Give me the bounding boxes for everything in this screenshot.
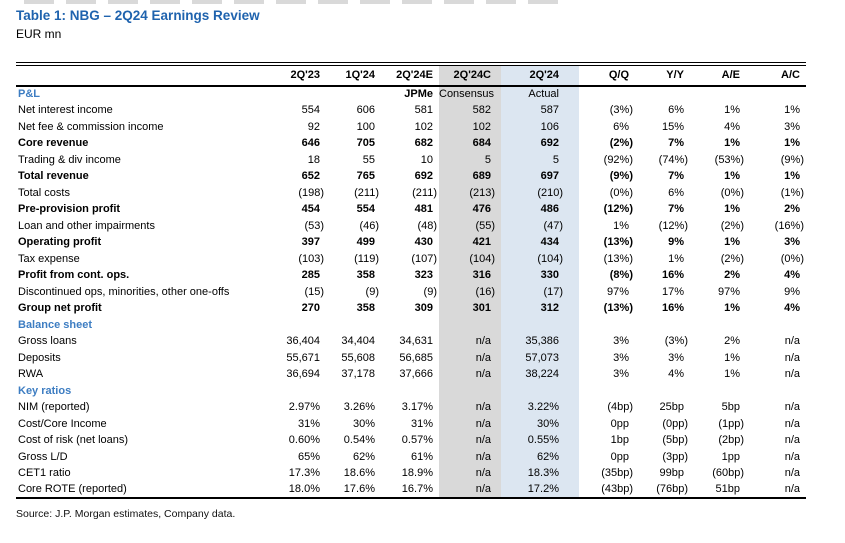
value-cell — [501, 383, 579, 400]
value-cell: (43bp) — [601, 483, 633, 496]
column-header-2q24c: 2Q'24C — [439, 66, 501, 86]
value-cell: n/a — [439, 465, 501, 482]
table-row — [16, 399, 806, 416]
table-row — [16, 449, 806, 466]
row-label: Net fee & commission income — [18, 120, 164, 133]
value-cell: n/a — [439, 482, 501, 499]
value-cell: 10 — [420, 153, 433, 166]
value-cell: (13%) — [603, 236, 633, 249]
value-cell: 499 — [356, 236, 375, 249]
value-cell: 652 — [301, 170, 320, 183]
value-cell — [381, 383, 439, 400]
value-cell: 684 — [439, 135, 501, 152]
value-cell: 9% — [668, 236, 684, 249]
value-cell: 1% — [724, 368, 740, 381]
table-row — [16, 482, 806, 499]
value-cell: 35,386 — [501, 333, 579, 350]
value-cell: (107) — [411, 252, 437, 265]
value-cell: (0pp) — [662, 417, 688, 430]
value-cell: Consensus — [439, 86, 501, 103]
value-cell: 3% — [784, 236, 800, 249]
value-cell: 99bp — [659, 467, 684, 480]
value-cell: (3pp) — [662, 450, 688, 463]
value-cell: (3%) — [609, 104, 633, 117]
value-cell: (9) — [365, 285, 379, 298]
value-cell: (9%) — [609, 170, 633, 183]
value-cell: 36,404 — [286, 335, 320, 348]
row-label: Deposits — [18, 351, 61, 364]
value-cell: 31% — [410, 417, 433, 430]
value-cell: 454 — [301, 203, 320, 216]
value-cell: n/a — [439, 432, 501, 449]
column-header-qoq: Q/Q — [579, 66, 635, 86]
value-cell: 1% — [724, 236, 740, 249]
value-cell: (2%) — [720, 219, 744, 232]
value-cell: 18.0% — [288, 483, 320, 496]
value-cell: 30% — [501, 416, 579, 433]
value-cell: 358 — [356, 269, 375, 282]
value-cell: (8%) — [609, 269, 633, 282]
value-cell: 97% — [606, 285, 629, 298]
value-cell: 430 — [414, 236, 433, 249]
value-cell: n/a — [439, 399, 501, 416]
column-header-label — [16, 66, 278, 86]
value-cell: 587 — [501, 102, 579, 119]
value-cell: (12%) — [658, 219, 688, 232]
value-cell: (16) — [439, 284, 501, 301]
value-cell: 55 — [362, 153, 375, 166]
value-cell — [579, 317, 635, 334]
table-row — [16, 168, 806, 185]
row-label: Gross L/D — [18, 450, 68, 463]
table-title: Table 1: NBG – 2Q24 Earnings Review — [16, 8, 260, 23]
value-cell: 36,694 — [286, 368, 320, 381]
table-row — [16, 416, 806, 433]
value-cell: (2%) — [609, 137, 633, 150]
value-cell: 4% — [784, 302, 800, 315]
table-row — [16, 201, 806, 218]
value-cell: (35bp) — [601, 467, 633, 480]
value-cell: (9%) — [780, 153, 804, 166]
value-cell: (53) — [304, 219, 324, 232]
value-cell: 3% — [668, 351, 684, 364]
value-cell — [278, 383, 326, 400]
currency-unit-label: EUR mn — [16, 27, 62, 41]
value-cell: (13%) — [603, 302, 633, 315]
value-cell: (5bp) — [662, 434, 688, 447]
value-cell: 3.26% — [343, 401, 375, 414]
row-label: Trading & div income — [18, 153, 121, 166]
value-cell: 692 — [414, 170, 433, 183]
value-cell: 17% — [661, 285, 684, 298]
value-cell: 358 — [356, 302, 375, 315]
value-cell: 1% — [724, 351, 740, 364]
table-row — [16, 135, 806, 152]
value-cell — [690, 86, 746, 103]
value-cell: 301 — [439, 300, 501, 317]
value-cell: 7% — [668, 170, 684, 183]
section-row — [16, 317, 806, 334]
value-cell — [278, 86, 326, 103]
value-cell: 17.3% — [288, 467, 320, 480]
earnings-table-wrapper — [16, 62, 806, 499]
value-cell: n/a — [784, 417, 800, 430]
value-cell — [635, 317, 690, 334]
value-cell: n/a — [784, 335, 800, 348]
value-cell: 2% — [724, 269, 740, 282]
value-cell — [326, 383, 381, 400]
value-cell: (2bp) — [718, 434, 744, 447]
value-cell: (104) — [501, 251, 579, 268]
value-cell — [746, 86, 806, 103]
value-cell: 4% — [668, 368, 684, 381]
value-cell: 106 — [501, 119, 579, 136]
table-row — [16, 267, 806, 284]
value-cell: 689 — [439, 168, 501, 185]
value-cell: (9) — [423, 285, 437, 298]
value-cell: 37,178 — [341, 368, 375, 381]
section-label: P&L — [18, 88, 40, 101]
value-cell: 581 — [414, 104, 433, 117]
value-cell: (211) — [354, 186, 379, 199]
value-cell: 4% — [724, 120, 740, 133]
value-cell — [278, 317, 326, 334]
value-cell: 1bp — [610, 434, 629, 447]
value-cell: 100 — [356, 120, 375, 133]
row-label: Pre-provision profit — [18, 203, 121, 216]
section-row — [16, 86, 806, 103]
value-cell: 57,073 — [501, 350, 579, 367]
value-cell — [635, 383, 690, 400]
row-label: Group net profit — [18, 302, 102, 315]
table-row — [16, 218, 806, 235]
table-row — [16, 350, 806, 367]
value-cell: (2%) — [720, 252, 744, 265]
value-cell: 705 — [356, 137, 375, 150]
value-cell: 606 — [356, 104, 375, 117]
value-cell: 1% — [724, 203, 740, 216]
value-cell: 1% — [724, 137, 740, 150]
header-row — [16, 66, 806, 86]
table-row — [16, 152, 806, 169]
table-row — [16, 102, 806, 119]
table-row — [16, 333, 806, 350]
value-cell: 17.6% — [343, 483, 375, 496]
row-label: Net interest income — [18, 104, 113, 117]
value-cell: 270 — [301, 302, 320, 315]
value-cell: 481 — [414, 203, 433, 216]
row-label: Core revenue — [18, 137, 89, 150]
value-cell — [501, 317, 579, 334]
value-cell: 6% — [668, 104, 684, 117]
value-cell: 397 — [301, 236, 320, 249]
column-header-2q24e: 2Q'24E — [381, 66, 439, 86]
value-cell: (76bp) — [656, 483, 688, 496]
column-header-2q24: 2Q'24 — [501, 66, 579, 86]
value-cell: 434 — [501, 234, 579, 251]
value-cell: 3.22% — [501, 399, 579, 416]
table-row — [16, 251, 806, 268]
value-cell: 1pp — [721, 450, 740, 463]
value-cell: 486 — [501, 201, 579, 218]
value-cell: 554 — [356, 203, 375, 216]
value-cell: 6% — [613, 120, 629, 133]
row-label: Tax expense — [18, 252, 80, 265]
value-cell — [439, 317, 501, 334]
value-cell: n/a — [784, 368, 800, 381]
value-cell: (47) — [501, 218, 579, 235]
column-header-ae: A/E — [690, 66, 746, 86]
value-cell: (13%) — [603, 252, 633, 265]
value-cell: 692 — [501, 135, 579, 152]
table-row — [16, 465, 806, 482]
value-cell: n/a — [439, 350, 501, 367]
value-cell: n/a — [784, 467, 800, 480]
value-cell: 15% — [661, 120, 684, 133]
value-cell: 2% — [724, 335, 740, 348]
value-cell: 37,666 — [399, 368, 433, 381]
column-header-2q23: 2Q'23 — [278, 66, 326, 86]
value-cell — [326, 317, 381, 334]
row-label: Core ROTE (reported) — [18, 483, 127, 496]
value-cell: 38,224 — [501, 366, 579, 383]
value-cell: 18.9% — [401, 467, 433, 480]
value-cell: 55,608 — [341, 351, 375, 364]
value-cell: 4% — [784, 269, 800, 282]
table-row — [16, 300, 806, 317]
value-cell: n/a — [784, 450, 800, 463]
value-cell: n/a — [784, 434, 800, 447]
value-cell: 7% — [668, 203, 684, 216]
value-cell: 62% — [352, 450, 375, 463]
value-cell: 55,671 — [286, 351, 320, 364]
value-cell: 646 — [301, 137, 320, 150]
value-cell: 6% — [668, 186, 684, 199]
value-cell: 1% — [784, 137, 800, 150]
value-cell — [381, 317, 439, 334]
value-cell: 16% — [661, 302, 684, 315]
value-cell: JPMe — [404, 88, 433, 101]
value-cell: (60bp) — [712, 467, 744, 480]
value-cell: 62% — [501, 449, 579, 466]
value-cell: 0.55% — [501, 432, 579, 449]
value-cell: n/a — [439, 416, 501, 433]
value-cell: 1% — [668, 252, 684, 265]
row-label: Loan and other impairments — [18, 219, 155, 232]
value-cell: n/a — [784, 483, 800, 496]
row-label: CET1 ratio — [18, 467, 71, 480]
value-cell: 554 — [301, 104, 320, 117]
value-cell: 61% — [410, 450, 433, 463]
value-cell: (46) — [359, 219, 379, 232]
value-cell: (53%) — [714, 153, 744, 166]
value-cell: 476 — [439, 201, 501, 218]
value-cell: 9% — [784, 285, 800, 298]
value-cell: 3% — [784, 120, 800, 133]
value-cell: 330 — [501, 267, 579, 284]
value-cell: 102 — [439, 119, 501, 136]
value-cell: 0pp — [610, 450, 629, 463]
value-cell: (0%) — [780, 252, 804, 265]
value-cell — [635, 86, 690, 103]
section-label: Key ratios — [18, 384, 72, 397]
value-cell: (0%) — [609, 186, 633, 199]
value-cell: 682 — [414, 137, 433, 150]
source-note: Source: J.P. Morgan estimates, Company data. — [16, 508, 236, 520]
value-cell — [746, 317, 806, 334]
value-cell: 18 — [307, 153, 320, 166]
value-cell: (211) — [412, 186, 437, 199]
table-row — [16, 185, 806, 202]
value-cell: 2% — [784, 203, 800, 216]
row-label: Profit from cont. ops. — [18, 269, 130, 282]
value-cell: 312 — [501, 300, 579, 317]
value-cell: (15) — [304, 285, 324, 298]
value-cell: 34,631 — [399, 335, 433, 348]
value-cell: 3.17% — [401, 401, 433, 414]
value-cell: n/a — [439, 449, 501, 466]
row-label: Operating profit — [18, 236, 102, 249]
value-cell: (103) — [298, 252, 324, 265]
value-cell: 1% — [724, 302, 740, 315]
value-cell: (210) — [501, 185, 579, 202]
value-cell: (213) — [439, 185, 501, 202]
value-cell: 17.2% — [501, 482, 579, 499]
table-row — [16, 432, 806, 449]
value-cell: 30% — [352, 417, 375, 430]
value-cell: 3% — [613, 335, 629, 348]
value-cell: (16%) — [774, 219, 804, 232]
column-header-yoy: Y/Y — [635, 66, 690, 86]
value-cell: 1% — [784, 170, 800, 183]
value-cell: 3% — [613, 368, 629, 381]
value-cell: 323 — [414, 269, 433, 282]
value-cell: (1pp) — [718, 417, 744, 430]
value-cell: 582 — [439, 102, 501, 119]
value-cell: 5 — [501, 152, 579, 169]
value-cell: 51bp — [715, 483, 740, 496]
value-cell: (198) — [298, 186, 324, 199]
column-header-1q24: 1Q'24 — [326, 66, 381, 86]
value-cell: 65% — [297, 450, 320, 463]
value-cell: 285 — [301, 269, 320, 282]
value-cell: 1% — [724, 170, 740, 183]
section-label: Balance sheet — [18, 318, 92, 331]
value-cell: 421 — [439, 234, 501, 251]
value-cell: 0.54% — [343, 434, 375, 447]
value-cell: 1% — [724, 104, 740, 117]
section-row — [16, 383, 806, 400]
value-cell: 18.3% — [501, 465, 579, 482]
value-cell: 16.7% — [401, 483, 433, 496]
table-row — [16, 234, 806, 251]
value-cell: n/a — [439, 366, 501, 383]
table-row — [16, 284, 806, 301]
value-cell: (55) — [439, 218, 501, 235]
value-cell: n/a — [784, 351, 800, 364]
value-cell — [690, 383, 746, 400]
value-cell: 697 — [501, 168, 579, 185]
value-cell: 31% — [297, 417, 320, 430]
row-label: RWA — [18, 368, 44, 381]
value-cell: (0%) — [720, 186, 744, 199]
value-cell: n/a — [439, 333, 501, 350]
value-cell: (3%) — [664, 335, 688, 348]
value-cell — [579, 383, 635, 400]
value-cell: 0.60% — [288, 434, 320, 447]
value-cell: 3% — [613, 351, 629, 364]
value-cell: 102 — [414, 120, 433, 133]
value-cell — [439, 383, 501, 400]
value-cell: (92%) — [603, 153, 633, 166]
value-cell — [746, 383, 806, 400]
value-cell — [579, 86, 635, 103]
value-cell: 7% — [668, 137, 684, 150]
row-label: Gross loans — [18, 335, 77, 348]
value-cell: 0.57% — [401, 434, 433, 447]
value-cell: n/a — [784, 401, 800, 414]
row-label: Cost/Core Income — [18, 417, 107, 430]
row-label: Discontinued ops, minorities, other one-offs — [18, 285, 230, 298]
row-label: NIM (reported) — [18, 401, 90, 414]
row-label: Total costs — [18, 186, 70, 199]
value-cell: 97% — [717, 285, 740, 298]
value-cell: 56,685 — [399, 351, 433, 364]
value-cell: (1%) — [780, 186, 804, 199]
value-cell: 5 — [439, 152, 501, 169]
value-cell: 1% — [784, 104, 800, 117]
value-cell — [326, 86, 381, 103]
value-cell: 18.6% — [343, 467, 375, 480]
value-cell: (48) — [417, 219, 437, 232]
value-cell: (4bp) — [607, 401, 633, 414]
value-cell: 16% — [661, 269, 684, 282]
value-cell: 34,404 — [341, 335, 375, 348]
value-cell: (104) — [439, 251, 501, 268]
earnings-table — [16, 65, 806, 499]
value-cell: 309 — [414, 302, 433, 315]
value-cell: 5bp — [721, 401, 740, 414]
value-cell: (119) — [354, 252, 379, 265]
column-header-ac: A/C — [746, 66, 806, 86]
table-body — [16, 86, 806, 499]
value-cell: 2.97% — [288, 401, 320, 414]
value-cell: 316 — [439, 267, 501, 284]
table-row — [16, 366, 806, 383]
value-cell: (74%) — [658, 153, 688, 166]
row-label: Cost of risk (net loans) — [18, 434, 129, 447]
row-label: Total revenue — [18, 170, 89, 183]
value-cell: 25bp — [659, 401, 684, 414]
value-cell: 1% — [613, 219, 629, 232]
value-cell: (17) — [501, 284, 579, 301]
value-cell: (12%) — [603, 203, 633, 216]
value-cell — [690, 317, 746, 334]
table-row — [16, 119, 806, 136]
value-cell: 0pp — [610, 417, 629, 430]
value-cell: Actual — [501, 86, 579, 103]
value-cell: 92 — [307, 120, 320, 133]
value-cell: 765 — [356, 170, 375, 183]
